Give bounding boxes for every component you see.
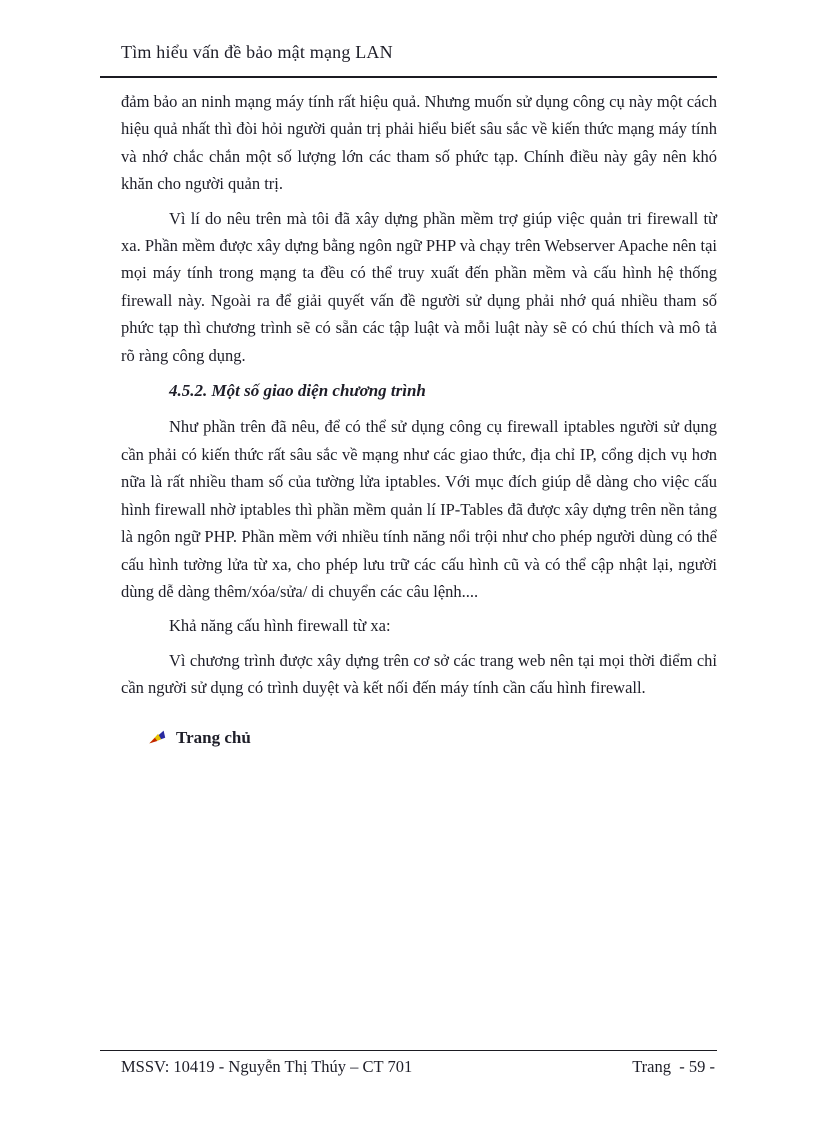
header-title: Tìm hiểu vấn đề bảo mật mạng LAN [121, 42, 393, 62]
paragraph-continuation: đảm bảo an ninh mạng máy tính rất hiệu quả. Nhưng muốn sử dụng công cụ này một cách hiệu quả nhất thì đòi hỏi người quản trị phải hiểu biết sâu sắc về kiến thức mạng máy tính và nhớ chắc chắn một số lượng lớn các tham số phức tạp. Chính điều này gây nên khó khăn cho người quản trị. [121, 92, 717, 194]
section-heading-4-5-2: 4.5.2. Một số giao diện chương trình [169, 381, 426, 401]
page-body [121, 88, 717, 751]
footer-page-number: Trang - 59 - [632, 1057, 715, 1076]
paragraph-iptables-intro: Như phần trên đã nêu, để có thể sử dụng công cụ firewall iptables người sử dụng cần phải có kiến thức rất sâu sắc về mạng như các giao thức, địa chỉ IP, cổng dịch vụ hơn nữa là rất nhiều tham số của tường lửa iptables. Với mục đích giúp dễ dàng cho việc cấu hình firewall nhờ iptables thì phần mềm quản lí IP-Tables đã được xây dựng trên nền tảng là ngôn ngữ PHP. Phần mềm với nhiều tính năng nổi trội như cho phép người dùng có thể cấu hình tường lửa từ xa, cho phép lưu trữ các cấu hình cũ và có thể cập nhật lại, người dùng dễ dàng thêm/xóa/sửa/ di chuyển các câu lệnh.... [121, 417, 717, 601]
footer-student-id: MSSV: 10419 - Nguyễn Thị Thúy – CT 701 [121, 1057, 413, 1076]
page-header [121, 42, 717, 75]
bullet-item-home-page [121, 724, 717, 751]
header-rule [100, 76, 717, 78]
paragraph-firewall-software: Vì lí do nêu trên mà tôi đã xây dựng phần mềm trợ giúp việc quản tri firewall từ xa. Phần mềm được xây dựng bằng ngôn ngữ PHP và chạy trên Webserver Apache nên tại mọi máy tính trong mạng ta đều có thể truy xuất đến phần mềm và cấu hình hệ thống firewall này. Ngoài ra để giải quyết vấn đề người sử dụng phải nhớ quá nhiều tham số phức tạp thì chương trình sẽ có sẵn các tập luật và mỗi luật này sẽ có chú thích và mô tả rõ ràng công dụng. [121, 208, 717, 365]
paragraph-remote-config-label: Khả năng cấu hình firewall từ xa: [169, 616, 391, 636]
paragraph-web-based: Vì chương trình được xây dựng trên cơ sở các trang web nên tại mọi thời điểm chỉ cần người sử dụng có trình duyệt và kết nối đến máy tính cần cấu hình firewall. [121, 650, 717, 698]
colored-arrow-bullet-icon [147, 729, 166, 745]
page-footer [100, 1050, 717, 1077]
bullet-label: Trang chủ [176, 727, 251, 747]
